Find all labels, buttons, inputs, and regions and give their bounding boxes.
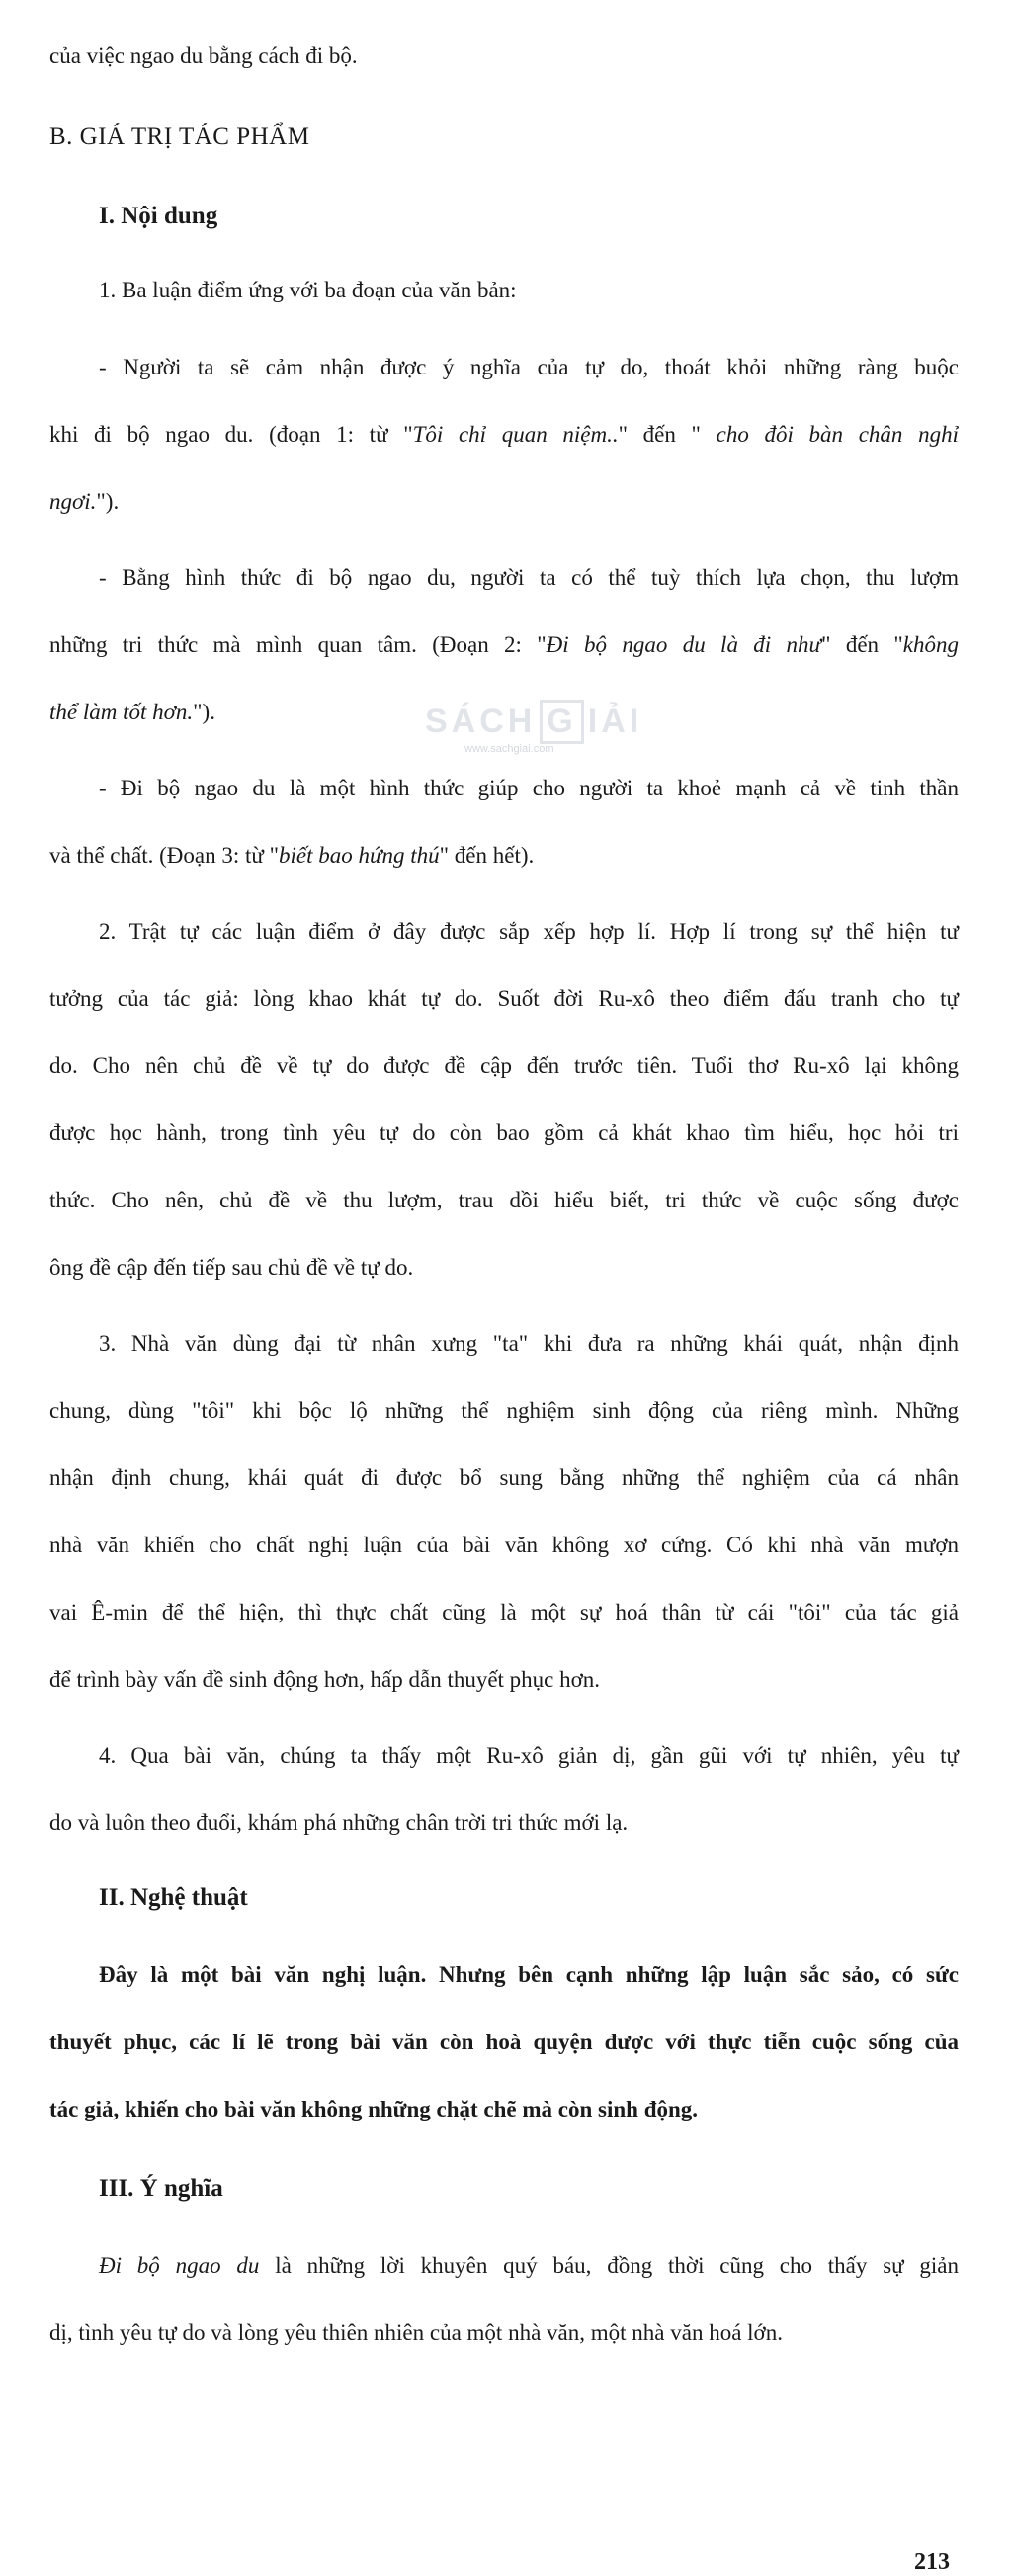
text-line [49,418,959,452]
text-run: và thể chất. (Đoạn 3: từ " [49,843,279,868]
page-number: 213 [914,2549,950,2575]
quote-italic: Tôi chỉ quan niệm.. [412,422,619,447]
text-line: 1. Ba luận điểm ứng với ba đoạn của văn bản: [99,278,517,302]
quote-italic: ngơi. [49,489,97,514]
quote-italic: thể làm tốt hơn. [49,700,194,724]
section-heading-b: B. GIÁ TRỊ TÁC PHẨM [49,124,310,150]
text-run: " đến " [821,632,903,657]
quote-italic: biết bao hứng thú [278,843,440,868]
text-line: do. Cho nên chủ đề về tự do được đề cập đến trước tiên. Tuổi thơ Ru-xô lại không [49,1053,959,1078]
text-line [49,839,959,873]
text-line: của việc ngao du bằng cách đi bộ. [49,43,358,68]
watermark-text-left: SÁCH [425,703,537,740]
text-line: được học hành, trong tình yêu tự do còn bao gồm cả khát khao tìm hiểu, học hỏi tri [49,1121,959,1145]
text-run: " đến hết). [439,843,535,868]
text-line: để trình bày vấn đề sinh động hơn, hấp dẫn thuyết phục hơn. [49,1667,601,1692]
text-line: tác giả, khiến cho bài văn không những chặt chẽ mà còn sinh động. [49,2097,699,2121]
text-run: "). [96,489,120,514]
text-line: vai Ê-min để thể hiện, thì thực chất cũng là một sự hoá thân từ cái "tôi" của tác giả [49,1600,959,1624]
text-line: 3. Nhà văn dùng đại từ nhân xưng "ta" khi đưa ra những khái quát, nhận định [99,1331,959,1356]
text-line: tưởng của tác giả: lòng khao khát tự do. Suốt đời Ru-xô theo điểm đấu tranh cho tự [49,986,959,1011]
text-run: là những lời khuyên quý báu, đồng thời cũng cho thấy sự giản [259,2253,960,2278]
text-line: thức. Cho nên, chủ đề về thu lượm, trau dồi hiểu biết, tri thức về cuộc sống được [49,1188,959,1212]
text-line: thuyết phục, các lí lẽ trong bài văn còn hoà quyện được với thực tiễn cuộc sống của [49,2030,959,2054]
text-line: - Người ta sẽ cảm nhận được ý nghĩa của tự do, thoát khỏi những ràng buộc [99,355,959,379]
watermark-text-mid: G [540,700,583,744]
quote-italic: không [902,632,959,657]
text-line [49,696,959,729]
text-line: ông đề cập đến tiếp sau chủ đề về tự do. [49,1255,414,1280]
subheading-content: I. Nội dung [99,203,218,229]
quote-italic: cho đôi bàn chân nghỉ [716,422,959,447]
text-line: nhà văn khiến cho chất nghị luận của bài văn không xơ cứng. Có khi nhà văn mượn [49,1533,959,1557]
watermark-text-right: IẢI [587,703,643,740]
text-line: do và luôn theo đuổi, khám phá những chân trời tri thức mới lạ. [49,1810,629,1835]
text-run: "). [193,700,215,724]
work-title-italic: Đi bộ ngao du [99,2253,260,2278]
text-line [49,485,959,519]
text-line: - Bằng hình thức đi bộ ngao du, người ta có thể tuỳ thích lựa chọn, thu lượm [99,565,959,590]
text-run: " đến " [618,422,717,447]
subheading-meaning: III. Ý nghĩa [99,2175,223,2202]
subheading-art: II. Nghệ thuật [99,1884,248,1911]
text-line: 2. Trật tự các luận điểm ở đây được sắp xếp hợp lí. Hợp lí trong sự thể hiện tư [99,919,959,944]
text-line [99,2249,959,2283]
text-line: 4. Qua bài văn, chúng ta thấy một Ru-xô giản dị, gần gũi với tự nhiên, yêu tự [99,1743,959,1768]
text-line: nhận định chung, khái quát đi được bổ sung bằng những thể nghiệm của cá nhân [49,1465,959,1490]
watermark-url: www.sachgiai.com [464,743,554,755]
text-run: những tri thức mà mình quan tâm. (Đoạn 2: " [49,632,547,657]
text-line: - Đi bộ ngao du là một hình thức giúp cho người ta khoẻ mạnh cả về tinh thần [99,776,959,800]
text-line [49,628,959,662]
text-line: Đây là một bài văn nghị luận. Nhưng bên cạnh những lập luận sắc sảo, có sức [99,1962,959,1987]
text-line: dị, tình yêu tự do và lòng yêu thiên nhiên của một nhà văn, một nhà văn hoá lớn. [49,2320,783,2345]
text-run: khi đi bộ ngao du. (đoạn 1: từ " [49,422,413,447]
quote-italic: Đi bộ ngao du là đi như [546,632,822,657]
text-line: chung, dùng "tôi" khi bộc lộ những thể nghiệm sinh động của riêng mình. Những [49,1398,959,1423]
